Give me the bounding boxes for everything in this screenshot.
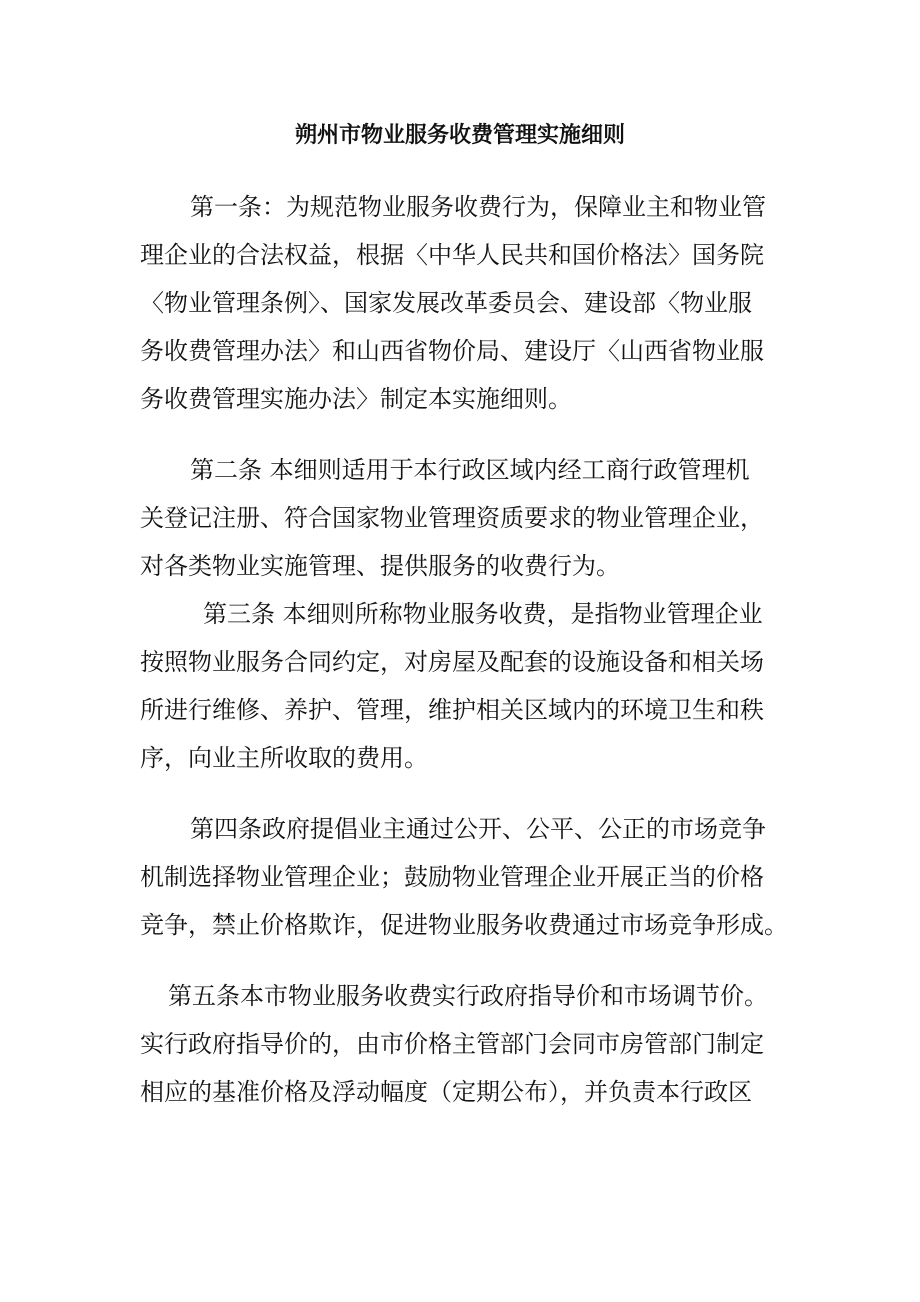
document-title: 朔州市物业服务收费管理实施细则 xyxy=(294,122,625,148)
text-line: 机制选择物业管理企业；鼓励物业管理企业开展正当的价格 xyxy=(140,863,764,891)
text-line: 按照物业服务合同约定，对房屋及配套的设施设备和相关场 xyxy=(140,648,764,676)
text-line: 第一条：为规范物业服务收费行为，保障业主和物业管 xyxy=(190,193,766,221)
text-line: 第三条 本细则所称物业服务收费，是指物业管理企业 xyxy=(203,600,763,628)
text-line: 务收费管理实施办法〉制定本实施细则。 xyxy=(140,385,572,413)
text-line: 对各类物业实施管理、提供服务的收费行为。 xyxy=(140,552,620,580)
text-line: 第五条本市物业服务收费实行政府指导价和市场调节价。 xyxy=(168,982,768,1010)
text-line: 序，向业主所收取的费用。 xyxy=(140,744,428,772)
text-line: 相应的基准价格及浮动幅度（定期公布），并负责本行政区 xyxy=(140,1078,752,1106)
text-line: 实行政府指导价的，由市价格主管部门会同市房管部门制定 xyxy=(140,1030,764,1058)
text-line: 关登记注册、符合国家物业管理资质要求的物业管理企业， xyxy=(140,504,764,532)
text-line: 第四条政府提倡业主通过公开、公平、公正的市场竞争 xyxy=(190,815,766,843)
text-line: 所进行维修、养护、管理，维护相关区域内的环境卫生和秩 xyxy=(140,696,764,724)
text-line: 务收费管理办法〉和山西省物价局、建设厅〈山西省物业服 xyxy=(140,337,764,365)
text-line: 理企业的合法权益，根据〈中华人民共和国价格法〉国务院 xyxy=(140,241,764,269)
text-line: 〈物业管理条例〉、国家发展改革委员会、建设部〈物业服 xyxy=(140,289,752,317)
text-line: 第二条 本细则适用于本行政区域内经工商行政管理机 xyxy=(190,456,750,484)
text-line: 竞争，禁止价格欺诈，促进物业服务收费通过市场竞争形成。 xyxy=(140,911,788,939)
